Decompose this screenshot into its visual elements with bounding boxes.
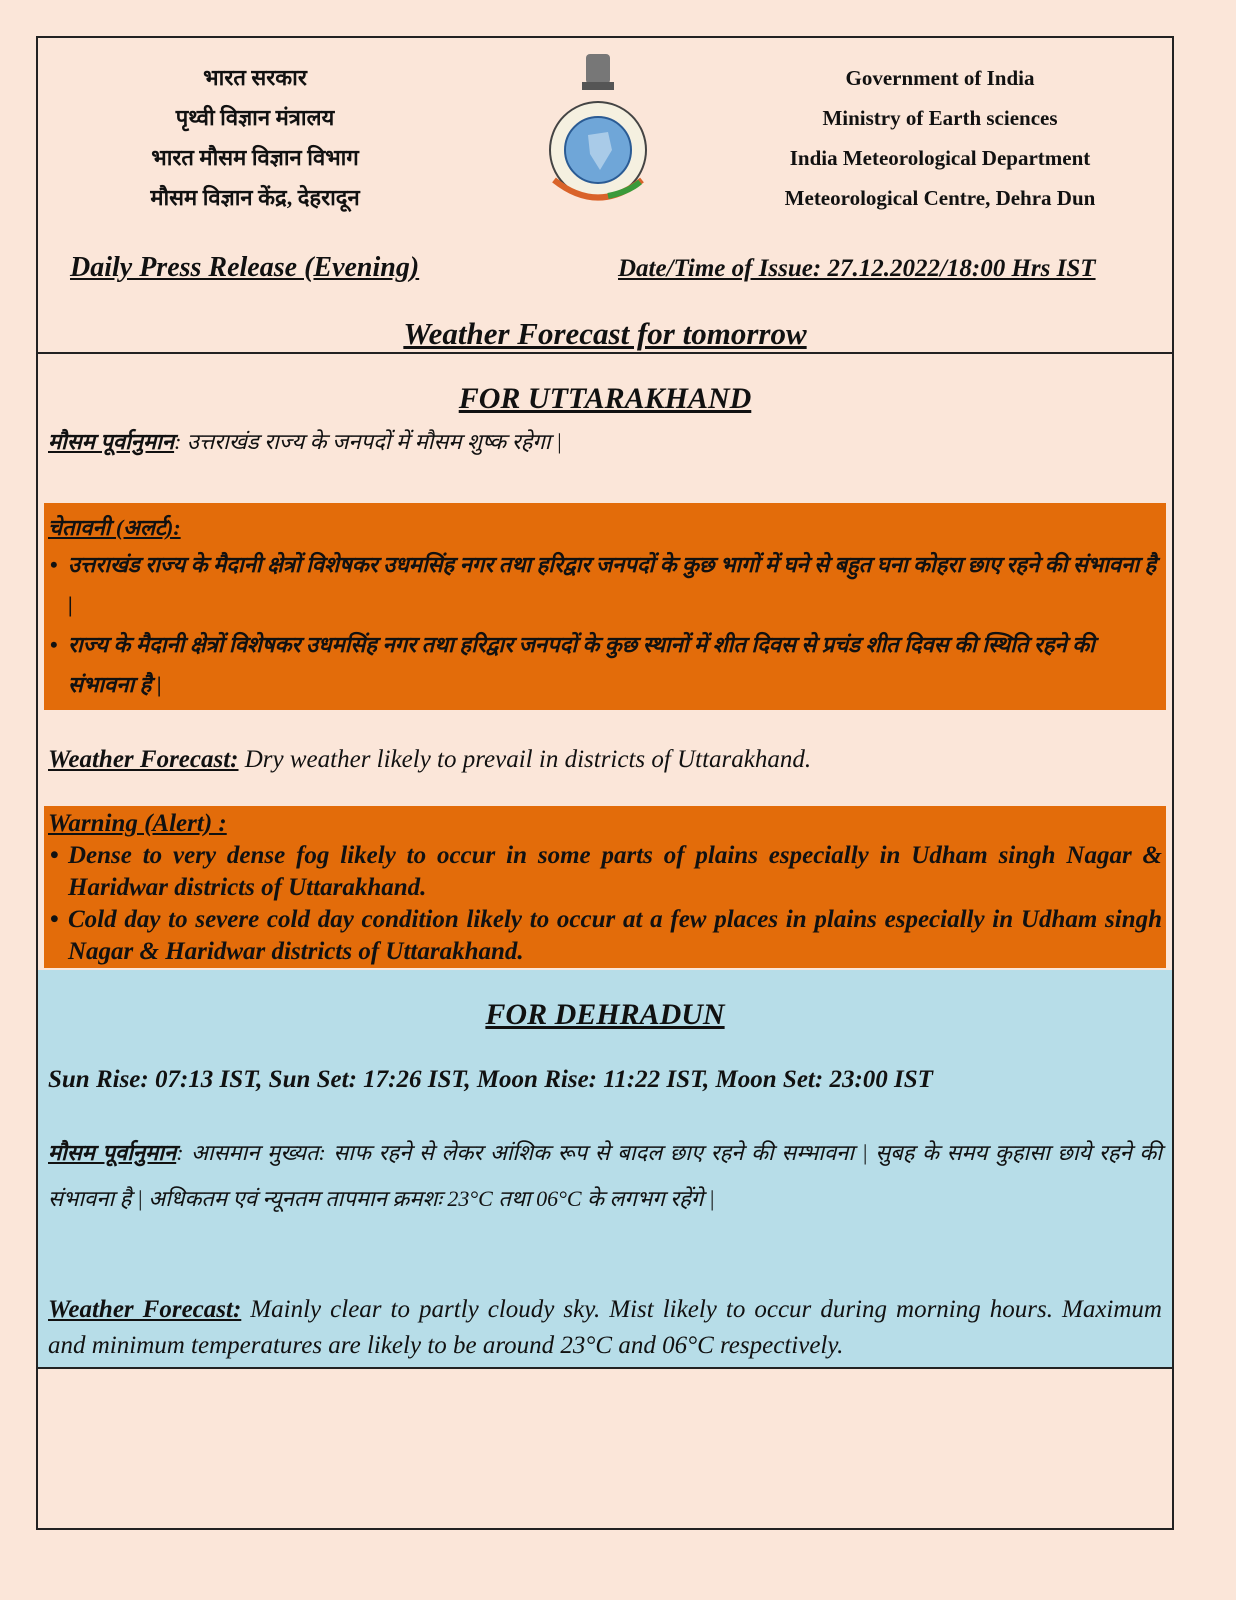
uttarakhand-forecast	[48, 746, 811, 774]
english-line: Ministry of Earth sciences	[822, 106, 1058, 130]
alert-box	[44, 806, 1166, 968]
issue-time: Date/Time of Issue: 27.12.2022/18:00 Hrs IST	[618, 255, 1096, 282]
hindi-alert-box	[44, 503, 1166, 710]
hindi-forecast-text: : उत्तराखंड राज्य के जनपदों में मौसम शुष्क रहेगा |	[174, 429, 563, 454]
divider	[36, 352, 1174, 354]
forecast-text: Dry weather likely to prevail in districts of Uttarakhand.	[238, 746, 812, 773]
hindi-line: पृथ्वी विज्ञान मंत्रालय	[175, 105, 335, 130]
english-header	[740, 58, 1140, 218]
forecast-label: Weather Forecast:	[48, 746, 239, 773]
hindi-line: भारत सरकार	[203, 65, 307, 90]
hindi-line: भारत मौसम विज्ञान विभाग	[151, 145, 359, 170]
forecast-label: Weather Forecast:	[48, 1296, 242, 1323]
divider	[36, 1367, 1174, 1369]
page-title: Weather Forecast for tomorrow	[403, 316, 807, 351]
english-line: India Meteorological Department	[789, 146, 1091, 170]
hindi-header	[100, 58, 410, 218]
hindi-forecast-label: मौसम पूर्वानुमान	[48, 429, 175, 454]
hindi-alert-label: चेतावनी (अलर्ट):	[48, 515, 181, 540]
uttarakhand-heading: FOR UTTARAKHAND	[458, 382, 752, 415]
dehradun-heading: FOR DEHRADUN	[485, 998, 725, 1031]
dehradun-hindi-forecast	[48, 1130, 1162, 1222]
hindi-forecast-text: : आसमान मुख्यत: साफ रहने से लेकर आंशिक रूप से बादल छाए रहने की सम्भावना | सुबह के समय कुहासा छाये रहने की संभावना है | अधिकतम एवं न्यूनतम तापमान क्रमशः 23°C तथा 06°C के लगभग रहेंगे |	[48, 1140, 1163, 1211]
uttarakhand-hindi-forecast	[48, 426, 562, 456]
alert-item: • Cold day to severe cold day condition likely to occur at a few places in plains especially in Udham singh Nagar & Haridwar districts of Uttarakhand.	[48, 904, 1162, 968]
hindi-line: मौसम विज्ञान केंद्र, देहरादून	[150, 185, 360, 210]
alert-label: Warning (Alert) :	[48, 810, 227, 837]
imd-emblem-logo	[548, 50, 648, 210]
dehradun-section	[38, 970, 1172, 1367]
alert-item: • Dense to very dense fog likely to occur in some parts of plains especially in Udham singh Nagar & Haridwar districts of Uttarakhand.	[48, 840, 1162, 904]
sun-moon-times: Sun Rise: 07:13 IST, Sun Set: 17:26 IST, Moon Rise: 11:22 IST, Moon Set: 23:00 IST	[48, 1066, 933, 1093]
release-type: Daily Press Release (Evening)	[70, 252, 420, 283]
hindi-forecast-label: मौसम पूर्वानुमान	[48, 1140, 177, 1165]
hindi-alert-item: • राज्य के मैदानी क्षेत्रों विशेषकर उधमसिंह नगर तथा हरिद्वार जनपदों के कुछ स्थानों में शीत दिवस से प्रचंड शीत दिवस की स्थिति रहने की संभावना है |	[48, 625, 1162, 705]
hindi-alert-item: • उत्तराखंड राज्य के मैदानी क्षेत्रों विशेषकर उधमसिंह नगर तथा हरिद्वार जनपदों के कुछ भागों में घने से बहुत घना कोहरा छाए रहने की संभावना है |	[48, 545, 1162, 625]
english-line: Meteorological Centre, Dehra Dun	[784, 186, 1096, 210]
english-line: Government of India	[845, 66, 1035, 90]
dehradun-forecast	[48, 1292, 1162, 1364]
forecast-text: Mainly clear to partly cloudy sky. Mist likely to occur during morning hours. Maximum and minimum temperatures are likely to be around 23°C and 06°C respectively.	[48, 1296, 1162, 1359]
